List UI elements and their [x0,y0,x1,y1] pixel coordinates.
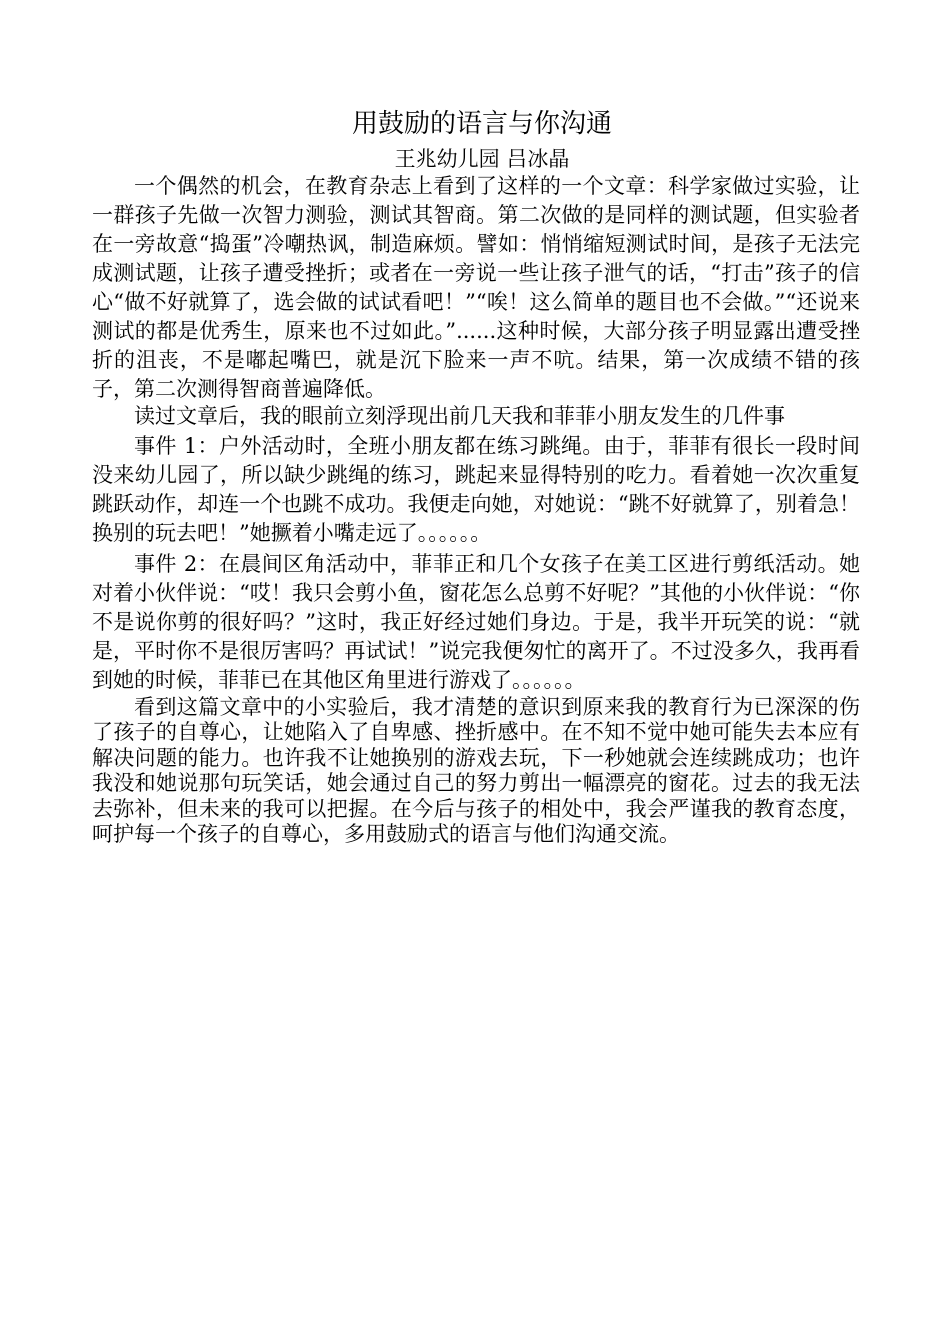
paragraph-intro: 一个偶然的机会，在教育杂志上看到了这样的一个文章：科学家做过实验，让一群孩子先做一次智力测验，测试其智商。第二次做的是同样的测试题，但实验者在一旁故意“捣蛋”冷嘲热讽，制造麻烦。譬如：悄悄缩短测试时间，是孩子无法完成测试题，让孩子遭受挫折；或者在一旁说一些让孩子泄气的话，“打击”孩子的信心“做不好就算了，选会做的试试看吧！”“唉！这么简单的题目也不会做。”“还说来测试的都是优秀生，原来也不过如此。”......这种时候，大部分孩子明显露出遭受挫折的沮丧，不是嘟起嘴巴，就是沉下脸来一声不吭。结果，第一次成绩不错的孩子，第二次测得智商普遍降低。 [92,174,860,401]
paragraph-conclusion: 看到这篇文章中的小实验后，我才清楚的意识到原来我的教育行为已深深的伤了孩子的自尊心，让她陷入了自卑感、挫折感中。在不知不觉中她可能失去本应有解决问题的能力。也许我不让她换别的游戏去玩，下一秒她就会连续跳成功；也许我没和她说那句玩笑话，她会通过自己的努力剪出一幅漂亮的窗花。过去的我无法去弥补，但未来的我可以把握。在今后与孩子的相处中，我会严谨我的教育态度，呵护每一个孩子的自尊心，多用鼓励式的语言与他们沟通交流。 [92,694,860,846]
paragraph-event-1: 事件 1：户外活动时，全班小朋友都在练习跳绳。由于，菲菲有很长一段时间没来幼儿园了，所以缺少跳绳的练习，跳起来显得特别的吃力。看着她一次次重复跳跃动作，却连一个也跳不成功。我便走向她，对她说：“跳不好就算了，别着急！换别的玩去吧！”她撅着小嘴走远了。。。。。。 [92,433,860,545]
document-body [92,104,860,848]
document-author: 王兆幼儿园 吕冰晶 [394,147,570,171]
paragraph-reflection: 读过文章后，我的眼前立刻浮现出前几天我和菲菲小朋友发生的几件事 [134,404,785,428]
paragraph-event-2: 事件 2：在晨间区角活动中，菲菲正和几个女孩子在美工区进行剪纸活动。她对着小伙伴说：“哎！我只会剪小鱼，窗花怎么总剪不好呢？”其他的小伙伴说：“你不是说你剪的很好吗？”这时，我正好经过她们身边。于是，我半开玩笑的说：“就是，平时你不是很厉害吗？再试试！”说完我便匆忙的离开了。不过没多久，我再看到她的时候，菲菲已在其他区角里进行游戏了。。。。。。 [92,551,860,692]
document-title: 用鼓励的语言与你沟通 [351,109,612,139]
